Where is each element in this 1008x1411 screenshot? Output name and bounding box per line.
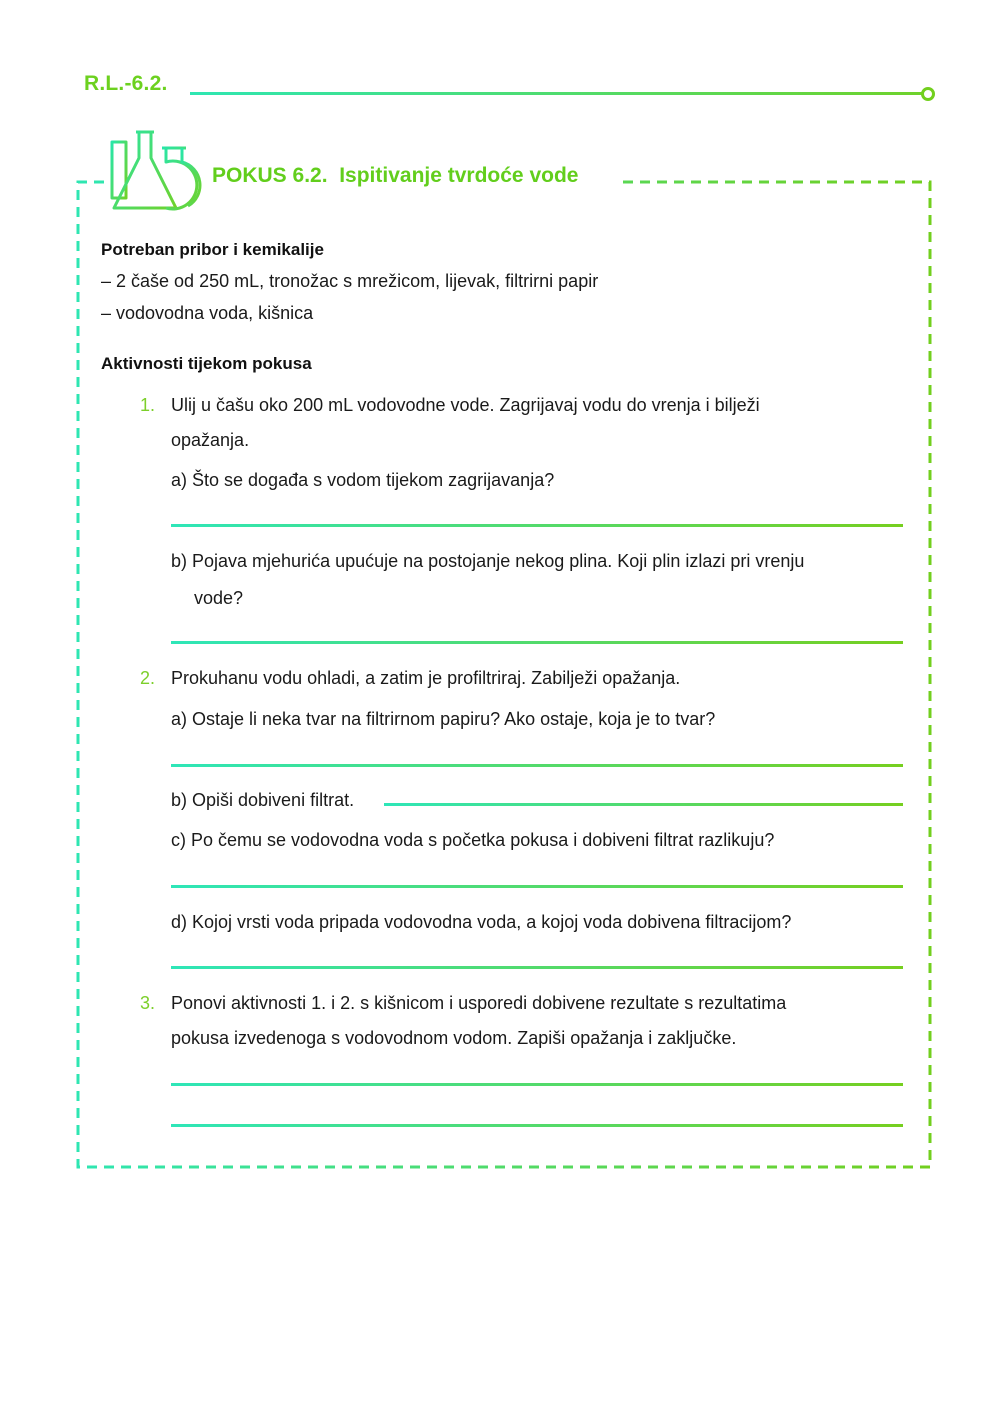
- answer-line[interactable]: [171, 966, 903, 969]
- step-text: Prokuhanu vodu ohladi, a zatim je profiltriraj. Zabilježi opažanja.: [171, 668, 681, 688]
- answer-line[interactable]: [171, 524, 903, 527]
- step-number: 2.: [140, 668, 156, 688]
- step-number: 3.: [140, 993, 156, 1013]
- question-text: b) Pojava mjehurića upućuje na postojanje nekog plina. Koji plin izlazi pri vrenju: [171, 551, 805, 571]
- answer-line[interactable]: [171, 1083, 903, 1086]
- step-text: Ponovi aktivnosti 1. i 2. s kišnicom i usporedi dobivene rezultate s rezultatima: [171, 993, 787, 1013]
- header-rule-endpoint: [921, 87, 935, 101]
- materials-item: – vodovodna voda, kišnica: [101, 303, 314, 323]
- worksheet-label: R.L.-6.2.: [84, 72, 168, 95]
- question-text: b) Opiši dobiveni filtrat.: [171, 790, 355, 810]
- question-text: c) Po čemu se vodovodna voda s početka pokusa i dobiveni filtrat razlikuju?: [171, 830, 775, 850]
- materials-item: – 2 čaše od 250 mL, tronožac s mrežicom, lijevak, filtrirni papir: [101, 271, 599, 291]
- experiment-title: POKUS 6.2. Ispitivanje tvrdoće vode: [212, 164, 592, 188]
- question-text: vode?: [194, 588, 244, 608]
- lab-flasks-icon: [106, 128, 202, 216]
- question-text: a) Ostaje li neka tvar na filtrirnom papiru? Ako ostaje, koja je to tvar?: [171, 709, 716, 729]
- answer-line[interactable]: [171, 764, 903, 767]
- step-text: opažanja.: [171, 430, 250, 450]
- answer-line[interactable]: [384, 803, 903, 806]
- activities-heading: Aktivnosti tijekom pokusa: [101, 354, 312, 373]
- header-rule: [190, 92, 924, 95]
- question-text: a) Što se događa s vodom tijekom zagrijavanja?: [171, 470, 555, 490]
- step-text: pokusa izvedenoga s vodovodnom vodom. Zapiši opažanja i zaključke.: [171, 1028, 737, 1048]
- answer-line[interactable]: [171, 885, 903, 888]
- step-number: 1.: [140, 395, 156, 415]
- answer-line[interactable]: [171, 1124, 903, 1127]
- answer-line[interactable]: [171, 641, 903, 644]
- materials-heading: Potreban pribor i kemikalije: [101, 240, 324, 259]
- step-text: Ulij u čašu oko 200 mL vodovodne vode. Zagrijavaj vodu do vrenja i bilježi: [171, 395, 760, 415]
- question-text: d) Kojoj vrsti voda pripada vodovodna voda, a kojoj voda dobivena filtracijom?: [171, 912, 792, 932]
